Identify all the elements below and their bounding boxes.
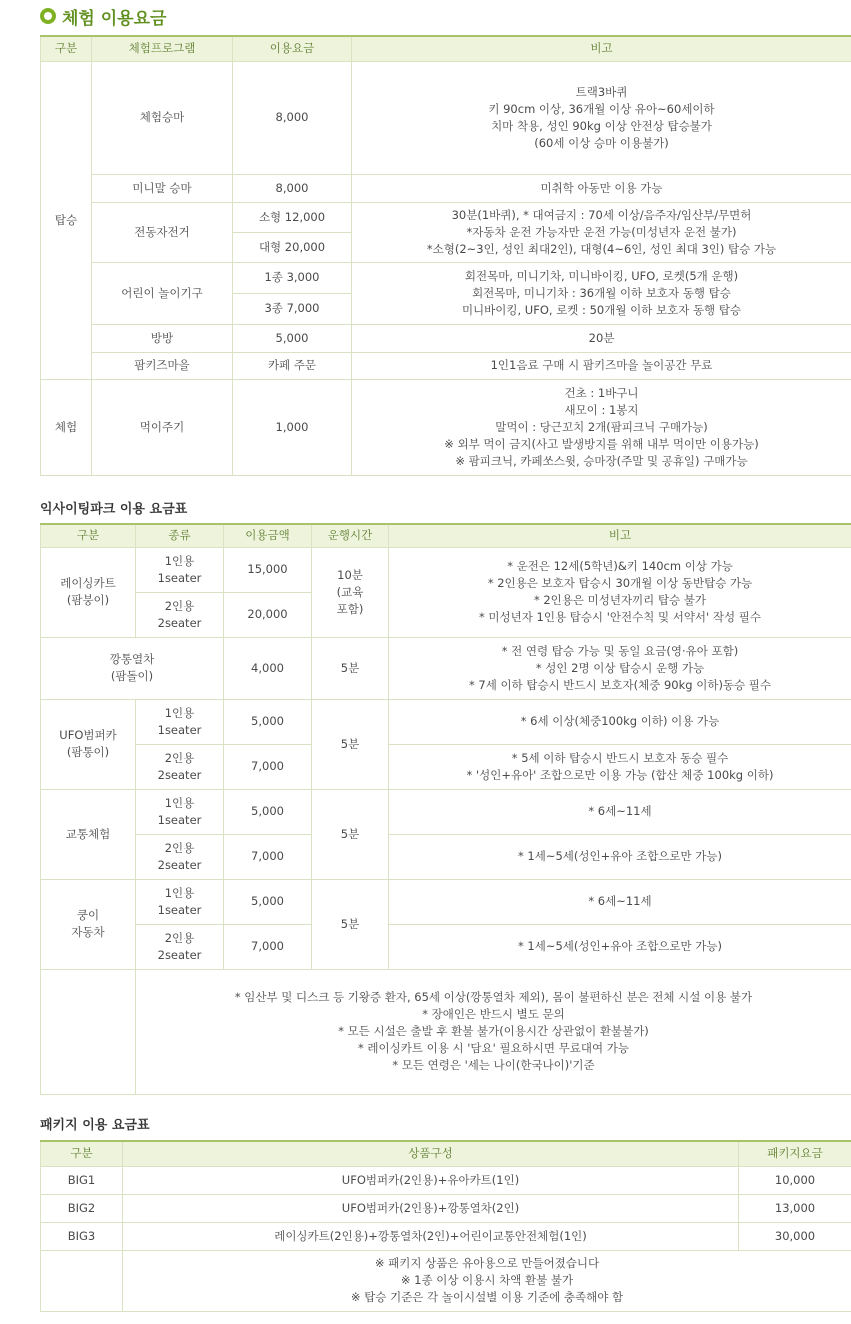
program-name: 어린이 놀이기구: [92, 262, 233, 324]
ride-price: 15,000: [224, 547, 312, 592]
table-row: [41, 637, 851, 699]
ride-note: * 1세~5세(성인+유아 조합으로만 가능): [389, 834, 851, 879]
table-row: [41, 262, 851, 293]
ride-type: 2인용 2seater: [136, 744, 224, 789]
ride-note: * 6세~11세: [389, 879, 851, 924]
table-row: [41, 834, 851, 879]
footnote-text: * 임산부 및 디스크 등 기왕증 환자, 65세 이상(깡통열차 제외), 몸이 불편하신 분은 전체 시설 이용 불가 * 장애인은 반드시 별도 문의 * 모든 시설은 출발 후 환불 불가(이용시간 상관없이 환불불가) * 레이싱카트 이용 시 '담요' 필요하시면 무료대여 가능 * 모든 연령은 '세는 나이(한국나이)'기준: [136, 969, 851, 1094]
ride-note: * 1세~5세(성인+유아 조합으로만 가능): [389, 924, 851, 969]
program-note: 미취학 아동만 이용 가능: [352, 174, 851, 202]
program-note: 1인1음료 구매 시 팜키즈마을 놀이공간 무료: [352, 352, 851, 379]
package-id: BIG1: [41, 1166, 123, 1194]
ride-name: 깡통열차 (팜돌이): [41, 637, 224, 699]
footnote-empty-cell: [41, 969, 136, 1094]
header-note: 비고: [389, 524, 851, 547]
section1-title: [40, 4, 166, 28]
footnote-row: [41, 969, 851, 1094]
table-header-row: [41, 1141, 851, 1166]
ride-price: 5,000: [224, 879, 312, 924]
ride-price: 20,000: [224, 592, 312, 637]
table-row: [41, 547, 851, 592]
ride-name: 교통체험: [41, 789, 136, 879]
table-row: [41, 202, 851, 232]
table-row: [41, 61, 851, 174]
program-price: 5,000: [233, 324, 352, 352]
ride-price: 7,000: [224, 924, 312, 969]
ride-time: 5분: [312, 699, 389, 789]
category-experience: 체험: [41, 379, 92, 475]
package-price: 13,000: [739, 1194, 851, 1222]
program-price: 1종 3,000: [233, 262, 352, 293]
ride-type: 2인용 2seater: [136, 834, 224, 879]
program-price: 8,000: [233, 174, 352, 202]
table-row: [41, 379, 851, 475]
ride-price: 4,000: [224, 637, 312, 699]
program-name: 방방: [92, 324, 233, 352]
circle-bullet-icon: [40, 8, 56, 24]
table-header-row: [41, 36, 851, 61]
table-row: [41, 1194, 851, 1222]
ride-note: * 6세~11세: [389, 789, 851, 834]
header-program: 체험프로그램: [92, 36, 233, 61]
header-price: 이용요금: [233, 36, 352, 61]
package-fee-table: [40, 1140, 851, 1312]
ride-type: 1인용 1seater: [136, 879, 224, 924]
ride-time: 10분 (교육 포함): [312, 547, 389, 637]
program-name: 먹이주기: [92, 379, 233, 475]
package-id: BIG3: [41, 1222, 123, 1250]
package-desc: UFO범퍼카(2인용)+깡통열차(2인): [123, 1194, 739, 1222]
table-row: [41, 789, 851, 834]
ride-name: 레이싱카트 (팜붕이): [41, 547, 136, 637]
program-note: 트랙3바퀴 키 90cm 이상, 36개월 이상 유아~60세이하 치마 착용, 성인 90kg 이상 안전상 탑승불가 (60세 이상 승마 이용불가): [352, 61, 851, 174]
ride-type: 1인용 1seater: [136, 789, 224, 834]
package-id: BIG2: [41, 1194, 123, 1222]
footnote-empty-cell: [41, 1250, 123, 1311]
table-row: [41, 324, 851, 352]
table-row: [41, 352, 851, 379]
header-category: 구분: [41, 1141, 123, 1166]
header-category: 구분: [41, 524, 136, 547]
section3-title: 패키지 이용 요금표: [40, 1118, 150, 1133]
category-riding: 탑승: [41, 61, 92, 379]
ride-type: 2인용 2seater: [136, 924, 224, 969]
header-category: 구분: [41, 36, 92, 61]
exciting-park-fee-table: [40, 523, 851, 1095]
header-note: 비고: [352, 36, 851, 61]
program-price: 1,000: [233, 379, 352, 475]
program-price: 8,000: [233, 61, 352, 174]
program-price: 소형 12,000: [233, 202, 352, 232]
ride-price: 7,000: [224, 834, 312, 879]
ride-name: 쿵이 자동차: [41, 879, 136, 969]
program-note: 회전목마, 미니기차, 미니바이킹, UFO, 로켓(5개 운행) 회전목마, 미니기차 : 36개월 이하 보호자 동행 탑승 미니바이킹, UFO, 로켓 : 50개월 이하 보호자 동행 탑승: [352, 262, 851, 324]
program-note: 20분: [352, 324, 851, 352]
ride-name: UFO범퍼카 (팜통이): [41, 699, 136, 789]
program-name: 팜키즈마을: [92, 352, 233, 379]
header-time: 운행시간: [312, 524, 389, 547]
table-header-row: [41, 524, 851, 547]
table-row: [41, 1222, 851, 1250]
program-name: 전동자전거: [92, 202, 233, 262]
table-row: [41, 174, 851, 202]
section1-title-text: 체험 이용요금: [62, 8, 167, 29]
header-package-price: 패키지요금: [739, 1141, 851, 1166]
program-name: 체험승마: [92, 61, 233, 174]
program-price: 카페 주문: [233, 352, 352, 379]
header-amount: 이용금액: [224, 524, 312, 547]
ride-note: * 5세 이하 탑승시 반드시 보호자 동승 필수 * '성인+유아' 조합으로만 이용 가능 (합산 체중 100kg 이하): [389, 744, 851, 789]
ride-type: 1인용 1seater: [136, 547, 224, 592]
header-composition: 상품구성: [123, 1141, 739, 1166]
table-row: [41, 699, 851, 744]
ride-price: 5,000: [224, 789, 312, 834]
ride-price: 7,000: [224, 744, 312, 789]
package-desc: UFO범퍼카(2인용)+유아카트(1인): [123, 1166, 739, 1194]
ride-note: * 6세 이상(체중100kg 이하) 이용 가능: [389, 699, 851, 744]
ride-type: 2인용 2seater: [136, 592, 224, 637]
ride-price: 5,000: [224, 699, 312, 744]
footnote-row: [41, 1250, 851, 1311]
ride-note: * 운전은 12세(5학년)&키 140cm 이상 가능 * 2인용은 보호자 탑승시 30개월 이상 동반탑승 가능 * 2인용은 미성년자끼리 탑승 불가 * 미성년자 1인용 탑승시 '안전수칙 및 서약서' 작성 필수: [389, 547, 851, 637]
ride-time: 5분: [312, 879, 389, 969]
table-row: [41, 924, 851, 969]
header-type: 종류: [136, 524, 224, 547]
ride-time: 5분: [312, 637, 389, 699]
table-row: [41, 1166, 851, 1194]
experience-fee-table: [40, 35, 851, 476]
program-name: 미니말 승마: [92, 174, 233, 202]
program-note: 건초 : 1바구니 새모이 : 1봉지 말먹이 : 당근꼬치 2개(팜피크닉 구매가능) ※ 외부 먹이 금지(사고 발생방지를 위해 내부 먹이만 이용가능) ※ 팜피크닉, 카페쏘스윗, 승마장(주말 및 공휴일) 구매가능: [352, 379, 851, 475]
footnote-text: ※ 패키지 상품은 유아용으로 만들어졌습니다 ※ 1종 이상 이용시 차액 환불 불가 ※ 탑승 기준은 각 놀이시설별 이용 기준에 충족해야 함: [123, 1250, 851, 1311]
package-price: 10,000: [739, 1166, 851, 1194]
ride-time: 5분: [312, 789, 389, 879]
table-row: [41, 879, 851, 924]
program-price: 대형 20,000: [233, 232, 352, 262]
program-price: 3종 7,000: [233, 293, 352, 324]
section2-title: 익사이팅파크 이용 요금표: [40, 502, 188, 517]
ride-type: 1인용 1seater: [136, 699, 224, 744]
package-price: 30,000: [739, 1222, 851, 1250]
ride-note: * 전 연령 탑승 가능 및 동일 요금(영·유아 포함) * 성인 2명 이상 탑승시 운행 가능 * 7세 이하 탑승시 반드시 보호자(체중 90kg 이하)동승 필수: [389, 637, 851, 699]
program-note: 30분(1바퀴), * 대여금지 : 70세 이상/음주자/임산부/무면허 *자동차 운전 가능자만 운전 가능(미성년자 운전 불가) *소형(2~3인, 성인 최대2인), 대형(4~6인, 성인 최대 3인) 탑승 가능: [352, 202, 851, 262]
table-row: [41, 744, 851, 789]
package-desc: 레이싱카트(2인용)+깡통열차(2인)+어린이교통안전체험(1인): [123, 1222, 739, 1250]
